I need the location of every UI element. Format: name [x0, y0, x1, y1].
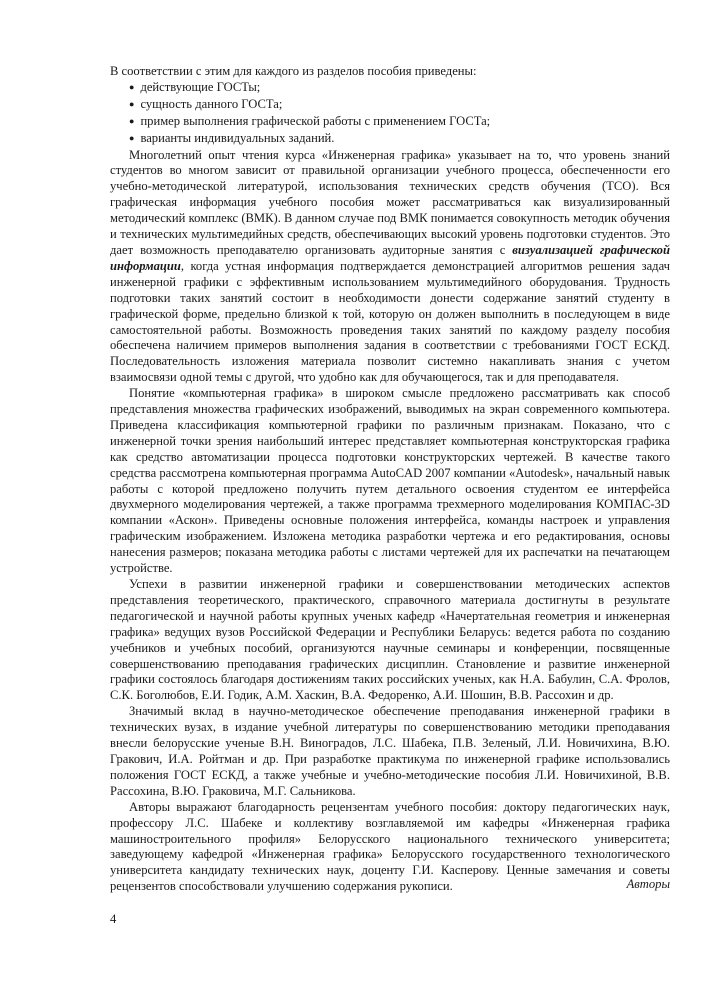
authors-signature: Авторы: [626, 877, 670, 891]
paragraph-experience-part2: , когда устная информация подтверждается демонстрацией алгоритмов решения задач инженерной графики с эффективным использованием мультимедийного оборудования. Трудность подготовки таких занятий состоит в необходимости донести содержание занятий студенту в графической форме, предельно близкой к той, которую он должен выполнить в последующем в виде самостоятельной работы. Возможность проведения таких занятий по каждому разделу пособия обеспечена наличием примеров выполнения задания в соответствии с требованиями ГОСТ ЕСКД. Последовательность изложения материала позволит системно накапливать знания с учетом взаимосвязи одной темы с другой, что удобно как для обучающегося, так и для преподавателя.: [110, 258, 670, 385]
emphasis-visualization: визуализацией графической информации: [110, 242, 670, 273]
bullet-item: ● действующие ГОСТы;: [129, 80, 670, 97]
paragraph-computer-graphics: Понятие «компьютерная графика» в широком смысле предложено рассматривать как способ представления множества графических изображений, выводимых на экран современного компьютера. Приведена классификация компьютерной графики по различным признакам. Показано, что с инженерной точки зрения наибольший интерес представляет компьютерная конструкторская графика как средство автоматизации процесса подготовки конструкторских чертежей. В качестве такого средства рассмотрена компьютерная программа AutoCAD 2007 компании «Autodesk», начальный навык работы с которой предложено получить путем детального освоения студентом ее интерфейса двухмерного моделирования чертежей, а также программа трехмерного моделирования КОМПАС-3D компании «Аскон». Приведены основные положения интерфейса, команды настроек и управления графическим изображением. Изложена методика разработки чертежа и его редактирования, основы нанесения размеров; показана методика работы с листами чертежей для их распечатки на печатающем устройстве.: [110, 386, 670, 576]
paragraph-experience-part1: Многолетний опыт чтения курса «Инженерная графика» указывает на то, что уровень знаний студентов во многом зависит от правильной организации учебного процесса, обеспеченности его учебно-методической литературой, использования технических средств обучения (ТСО). Вся графическая информация учебного пособия может рассматриваться как визуализированный методический комплекс (ВМК). В данном случае под ВМК понимается совокупность методик обучения и технических мультимедийных средств, обеспечивающих высокий уровень подготовки студентов. Это дает возможность преподавателю организовать аудиторные занятия с: [110, 147, 670, 257]
bullet-item: ● пример выполнения графической работы с применением ГОСТа;: [129, 114, 670, 131]
paragraph-contribution: Значимый вклад в научно-методическое обеспечение преподавания инженерной графики в технических вузах, в издание учебной литературы по совершенствованию методики преподавания внесли белорусские ученые В.Н. Виноградов, Л.С. Шабека, П.В. Зеленый, Л.И. Новичихина, В.Ю. Гракович, И.А. Ройтман и др. При разработке практикума по инженерной графике использовались положения ГОСТ ЕСКД, а также учебные и учебно-методические пособия Л.И. Новичихиной, В.В. Рассохина, В.Ю. Граковича, М.Г. Сальникова.: [110, 704, 670, 798]
bullet-list: [110, 80, 670, 148]
paragraph-achievements: Успехи в развитии инженерной графики и совершенствовании методических аспектов представления теоретического, практического, справочного материала достигнуты в результате педагогической и научной работы крупных ученых кафедр «Начертательная геометрия и инженерная графика» ведущих вузов Российской Федерации и Республики Беларусь: ведется работа по созданию учебников и учебных пособий, организуются научные семинары и конференции, посвященные совершенствованию преподавания графических дисциплин. Становление и развитие инженерной графики состоялось благодаря достижениям таких российских ученых, как Н.А. Бабулин, С.А. Фролов, С.К. Боголюбов, Е.И. Годик, А.М. Хаскин, В.А. Федоренко, А.И. Шошин, В.В. Рассохин и др.: [110, 577, 670, 703]
paragraph-acknowledgements: Авторы выражают благодарность рецензентам учебного пособия: доктору педагогических наук, профессору Л.С. Шабеке и коллективу возглавляемой им кафедры «Инженерная графика машиностроительного профиля» Белорусского национального технического университета; заведующему кафедрой «Инженерная графика» Белорусского государственного технологического университета кандидату технических наук, доценту Г.И. Касперову. Ценные замечания и советы рецензентов способствовали улучшению содержания рукописи.: [110, 799, 670, 894]
bullet-item: ● варианты индивидуальных заданий.: [129, 131, 670, 148]
paragraph-experience: [110, 148, 670, 387]
bullet-item: ● сущность данного ГОСТа;: [129, 97, 670, 114]
intro-paragraph: В соответствии с этим для каждого из разделов пособия приведены:: [110, 64, 477, 78]
body-text: [110, 64, 670, 895]
page-number: 4: [110, 912, 117, 926]
